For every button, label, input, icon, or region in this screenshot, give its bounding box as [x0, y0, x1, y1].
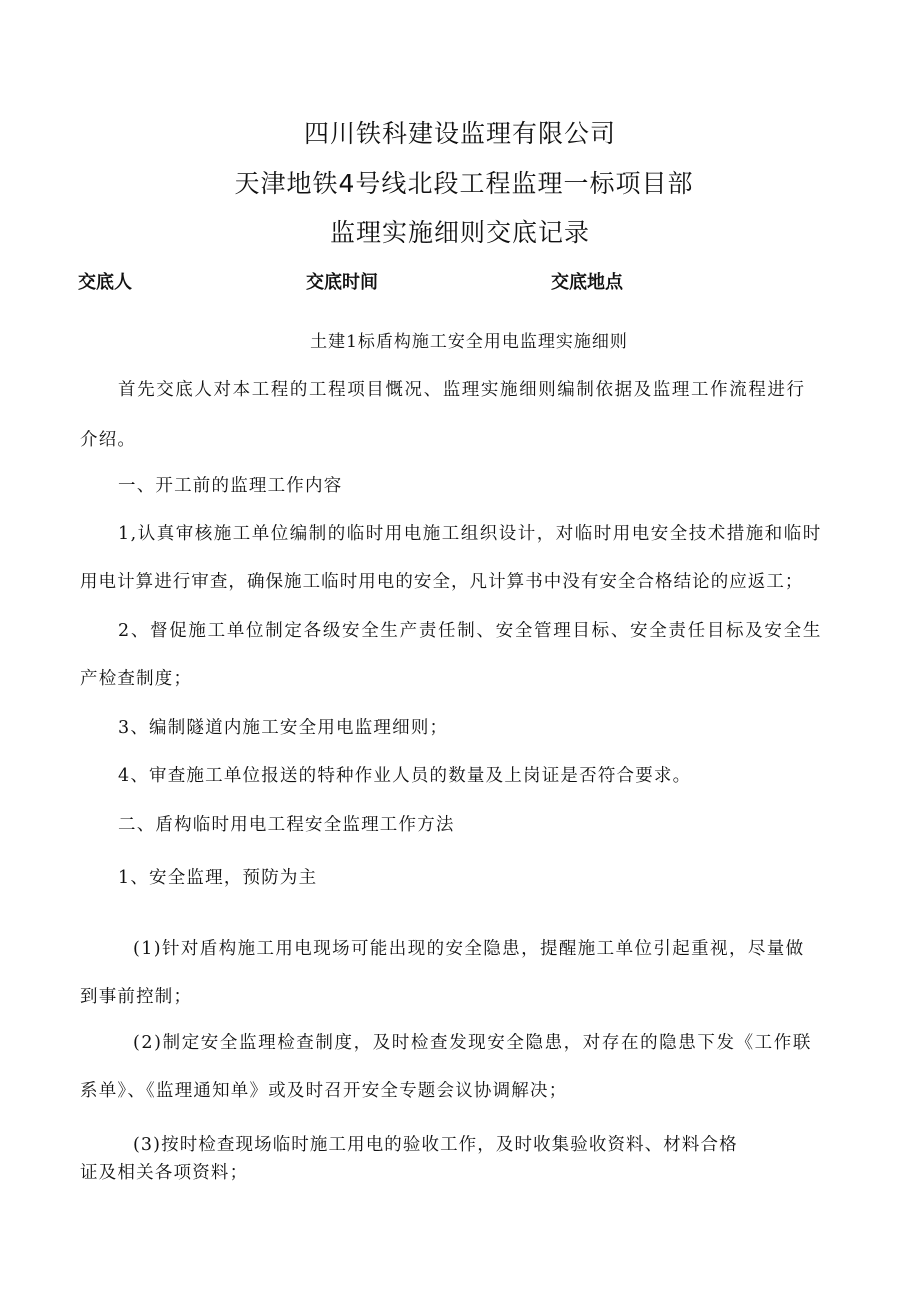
location-label: 交底地点 [551, 272, 623, 293]
body-line: 产检查制度； [80, 669, 193, 689]
section-heading: 二、盾构临时用电工程安全监理工作方法 [118, 815, 455, 835]
company-name: 四川铁科建设监理有限公司 [303, 119, 616, 148]
time-label: 交底时间 [306, 272, 378, 293]
body-line: 到事前控制； [80, 987, 193, 1007]
body-line: (1)针对盾构施工用电现场可能出现的安全隐患，提醒施工单位引起重视，尽量做 [133, 939, 805, 959]
record-title: 监理实施细则交底记录 [329, 218, 590, 247]
project-department: 天津地铁4号线北段工程监理一标项目部 [234, 169, 694, 198]
body-line: 4、审查施工单位报送的特种作业人员的数量及上岗证是否符合要求。 [118, 766, 692, 786]
body-line: 3、编制隧道内施工安全用电监理细则； [118, 718, 449, 738]
presenter-label: 交底人 [78, 272, 132, 293]
body-line: (2)制定安全监理检查制度，及时检查发现安全隐患，对存在的隐患下发《工作联 [133, 1033, 812, 1053]
body-line: 用电计算进行审查，确保施工临时用电的安全，凡计算书中没有安全合格结论的应返工； [80, 572, 804, 592]
body-line: 介绍。 [80, 430, 137, 450]
body-line: 证及相关各项资料； [80, 1163, 249, 1183]
section-heading: 一、开工前的监理工作内容 [118, 476, 343, 496]
body-line: (3)按时检查现场临时施工用电的验收工作，及时收集验收资料、材料合格 [133, 1135, 738, 1155]
body-line: 首先交底人对本工程的工程项目慨况、监理实施细则编制依据及监理工作流程进行 [118, 380, 806, 400]
body-line: 系单》、《监理通知单》或及时召开安全专题会议协调解决； [80, 1081, 568, 1101]
body-line: 2、督促施工单位制定各级安全生产责任制、安全管理目标、安全责任目标及安全生 [118, 621, 823, 641]
body-line: 1、安全监理，预防为主 [118, 868, 318, 888]
body-line: 1,认真审核施工单位编制的临时用电施工组织设计，对临时用电安全技术措施和临时 [118, 524, 822, 544]
document-subtitle: 土建1标盾构施工安全用电监理实施细则 [310, 332, 628, 352]
